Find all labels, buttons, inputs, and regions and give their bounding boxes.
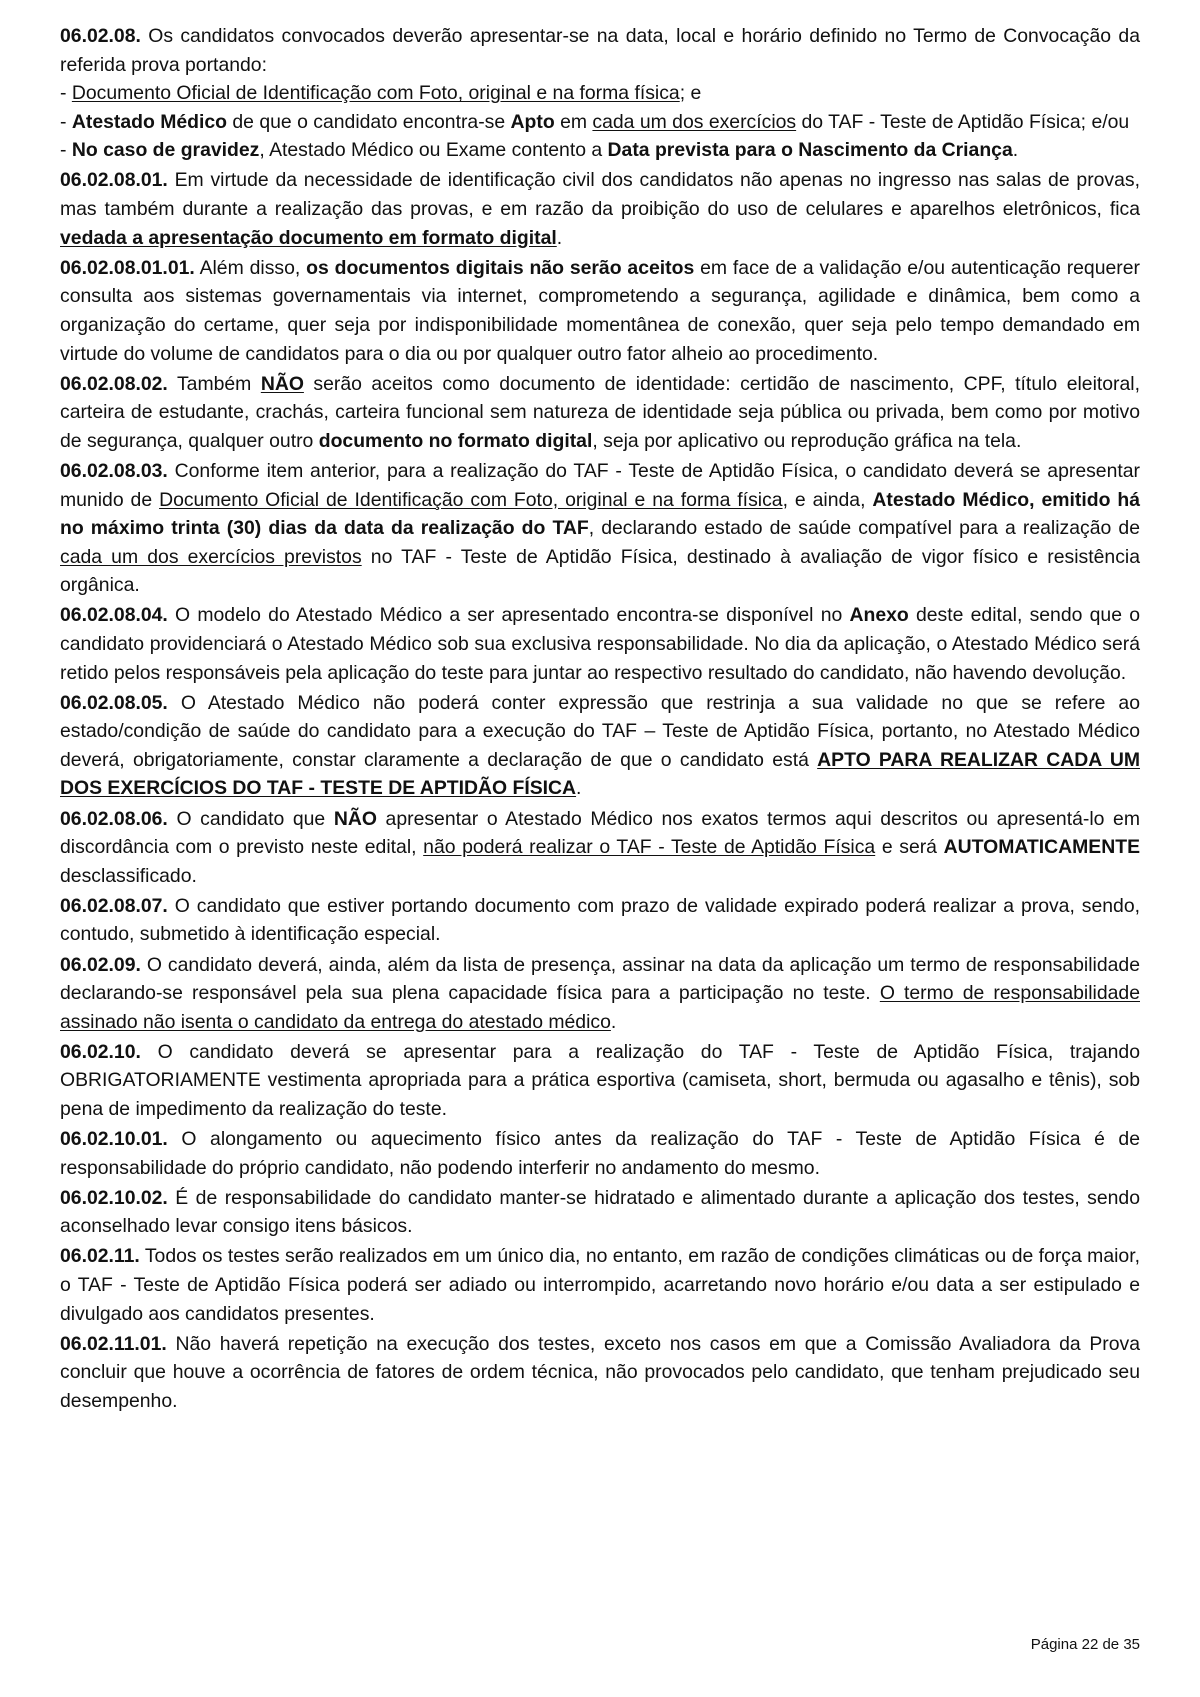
requirement-pregnancy: - No caso de gravidez, Atestado Médico ou Exame contento a Data prevista para o Nascimento da Criança. [60, 139, 1019, 162]
document-page [60, 22, 1140, 1417]
requirement-medical-certificate: - Atestado Médico de que o candidato encontra-se Apto em cada um dos exercícios do TAF - Teste de Aptidão Física; e/ou [60, 110, 1130, 133]
item-number: 06.02.08.01.01. [60, 256, 195, 279]
paragraph-06-02-08-01-01: 06.02.08.01.01. Além disso, os documentos digitais não serão aceitos em face de a validação e/ou autenticação requerer consulta aos sistemas governamentais via internet, comprometendo a segurança, agilidade e dinâmica, bem como a organização do certame, quer seja por indisponibilidade momentânea de conexão, quer seja pelo tempo demandado em virtude do volume de candidatos para o dia ou por qualquer outro fator alheio ao procedimento. [60, 256, 1140, 365]
item-number: 06.02.08.05. [60, 691, 168, 714]
paragraph-06-02-08-05: 06.02.08.05. O Atestado Médico não poderá conter expressão que restrinja a sua validade no que se refere ao estado/condição de saúde do candidato para a execução do TAF – Teste de Aptidão Física, portanto, no Atestado Médico deverá, obrigatoriamente, constar claramente a declaração de que o candidato está APTO PARA REALIZAR CADA UM DOS EXERCÍCIOS DO TAF - TESTE DE APTIDÃO FÍSICA. [60, 691, 1140, 800]
item-number: 06.02.08.04. [60, 604, 168, 627]
section-06-02-08 [60, 22, 1140, 165]
requirement-id-document: - Documento Oficial de Identificação com Foto, original e na forma física; e [60, 82, 702, 105]
item-number: 06.02.08.07. [60, 894, 168, 917]
paragraph-06-02-10: 06.02.10. O candidato deverá se apresentar para a realização do TAF - Teste de Aptidão Física, trajando OBRIGATORIAMENTE vestimenta apropriada para a prática esportiva (camiseta, short, bermuda ou agasalho e tênis), sob pena de impedimento da realização do teste. [60, 1040, 1140, 1120]
paragraph-06-02-08-03: 06.02.08.03. Conforme item anterior, para a realização do TAF - Teste de Aptidão Física, o candidato deverá se apresentar munido de Documento Oficial de Identificação com Foto, original e na forma física, e ainda, Atestado Médico, emitido há no máximo trinta (30) dias da data da realização do TAF, declarando estado de saúde compatível para a realização de cada um dos exercícios previstos no TAF - Teste de Aptidão Física, destinado à avaliação de vigor físico e resistência orgânica. [60, 459, 1140, 597]
item-number: 06.02.11.01. [60, 1332, 167, 1355]
page-number: Página 22 de 35 [1030, 1636, 1140, 1653]
item-number: 06.02.08.03. [60, 459, 168, 482]
paragraph-06-02-08-04: 06.02.08.04. O modelo do Atestado Médico a ser apresentado encontra-se disponível no Anexo deste edital, sendo que o candidato providenciará o Atestado Médico sob sua exclusiva responsabilidade. No dia da aplicação, o Atestado Médico será retido pelos responsáveis pela aplicação do teste para juntar ao respectivo resultado do candidato, não havendo devolução. [60, 604, 1140, 684]
paragraph-06-02-08-06: 06.02.08.06. O candidato que NÃO apresentar o Atestado Médico nos exatos termos aqui descritos ou apresentá-lo em discordância com o previsto neste edital, não poderá realizar o TAF - Teste de Aptidão Física e será AUTOMATICAMENTE desclassificado. [60, 807, 1141, 887]
paragraph-06-02-09: 06.02.09. O candidato deverá, ainda, além da lista de presença, assinar na data da aplicação um termo de responsabilidade declarando-se responsável pela sua plena capacidade física para a participação no teste. O termo de responsabilidade assinado não isenta o candidato da entrega do atestado médico. [60, 953, 1140, 1033]
item-number: 06.02.08.02. [60, 372, 168, 395]
item-number: 06.02.10.01. [60, 1128, 168, 1151]
paragraph-06-02-11-01: 06.02.11.01. Não haverá repetição na execução dos testes, exceto nos casos em que a Comissão Avaliadora da Prova concluir que houve a ocorrência de fatores de ordem técnica, não provocados pelo candidato, que tenham prejudicado seu desempenho. [60, 1332, 1140, 1412]
paragraph-06-02-08-02: 06.02.08.02. Também NÃO serão aceitos como documento de identidade: certidão de nascimento, CPF, título eleitoral, carteira de estudante, crachás, carteira funcional sem natureza de identidade seja pública ou privada, bem como por motivo de segurança, qualquer outro documento no formato digital, seja por aplicativo ou reprodução gráfica na tela. [60, 372, 1140, 452]
paragraph-06-02-08-01: 06.02.08.01. Em virtude da necessidade de identificação civil dos candidatos não apenas no ingresso nas salas de provas, mas também durante a realização das provas, e em razão da proibição do uso de celulares e aparelhos eletrônicos, fica vedada a apresentação documento em formato digital. [60, 169, 1140, 249]
item-number: 06.02.11. [60, 1245, 140, 1268]
item-number: 06.02.08. [60, 25, 141, 47]
item-number: 06.02.09. [60, 953, 141, 976]
paragraph-06-02-10-02: 06.02.10.02. É de responsabilidade do candidato manter-se hidratado e alimentado durante a aplicação dos testes, sendo aconselhado levar consigo itens básicos. [60, 1186, 1140, 1238]
item-number: 06.02.10. [60, 1040, 141, 1063]
paragraph-06-02-08: 06.02.08. Os candidatos convocados deverão apresentar-se na data, local e horário definido no Termo de Convocação da referida prova portando: [60, 25, 1140, 76]
paragraph-06-02-10-01: 06.02.10.01. O alongamento ou aquecimento físico antes da realização do TAF - Teste de Aptidão Física é de responsabilidade do próprio candidato, não podendo interferir no andamento do mesmo. [60, 1128, 1140, 1179]
item-number: 06.02.08.01. [60, 169, 168, 192]
paragraph-06-02-11: 06.02.11. Todos os testes serão realizados em um único dia, no entanto, em razão de condições climáticas ou de força maior, o TAF - Teste de Aptidão Física poderá ser adiado ou interrompido, acarretando novo horário e/ou data a ser estipulado e divulgado aos candidatos presentes. [60, 1245, 1140, 1325]
item-number: 06.02.08.06. [60, 807, 168, 830]
item-number: 06.02.10.02. [60, 1186, 168, 1209]
paragraph-06-02-08-07: 06.02.08.07. O candidato que estiver portando documento com prazo de validade expirado poderá realizar a prova, sendo, contudo, submetido à identificação especial. [60, 894, 1140, 946]
